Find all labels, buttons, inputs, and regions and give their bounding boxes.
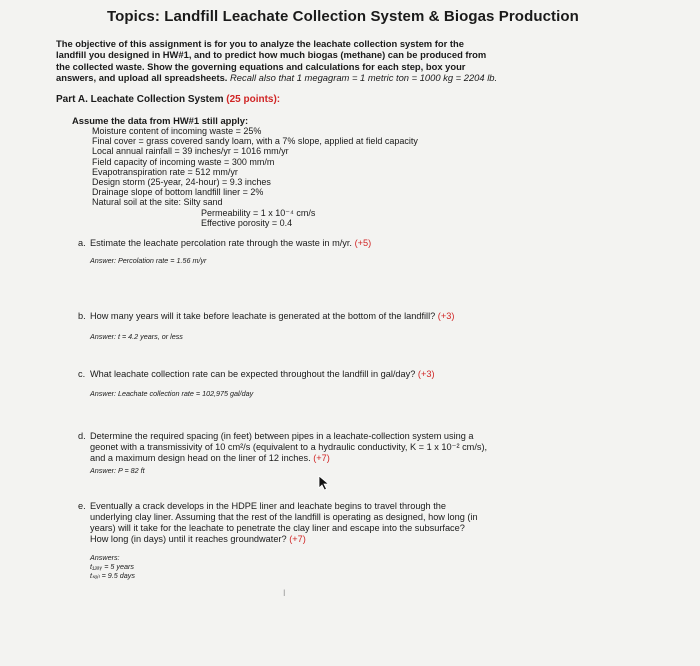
intro-line: The objective of this assignment is for you to analyze the leachate collection system for the (56, 38, 464, 49)
answer-line: Answers: (90, 553, 120, 562)
question-text: What leachate collection rate can be expected throughout the landfill in gal/day? (90, 369, 416, 379)
answer-line: tₛₒᵢₗ = 9.5 days (90, 571, 135, 580)
soil-porosity: Effective porosity = 0.4 (201, 218, 293, 228)
given-data-list (92, 126, 418, 208)
intro-line: the collected waste. Show the governing equations and calculations for each step, box your (56, 60, 466, 72)
data-item: Drainage slope of bottom landfill liner = 2% (92, 187, 264, 198)
soil-permeability: Permeability = 1 x 10⁻⁴ cm/s (201, 208, 316, 218)
question-text: How many years will it take before leachate is generated at the bottom of the landfill? (90, 311, 436, 321)
question-letter: e. (78, 501, 86, 511)
question-text: years) will it take for the leachate to penetrate the clay liner and escape into the subsurface? (90, 523, 465, 533)
question-letter: d. (78, 431, 86, 441)
data-item: Design storm (25-year, 24-hour) = 9.3 inches (92, 177, 271, 188)
page-title: Topics: Landfill Leachate Collection System & Biogas Production (107, 8, 579, 25)
mouse-cursor-icon (318, 475, 330, 491)
question-points: (+3) (417, 369, 435, 379)
recall-note: Recall also that 1 megagram = 1 metric ton = 1000 kg = 2204 lb. (230, 72, 498, 84)
question-c (78, 369, 435, 380)
question-text: Eventually a crack develops in the HDPE liner and leachate begins to travel through the (90, 501, 446, 511)
answer-a: Answer: Percolation rate = 1.56 m/yr (90, 256, 207, 265)
data-item: Local annual rainfall = 39 inches/yr = 1016 mm/yr (92, 146, 289, 157)
answer-b: Answer: t = 4.2 years, or less (90, 332, 183, 341)
part-a-heading (56, 94, 280, 105)
intro-line (56, 72, 536, 83)
part-a-points: (25 points): (226, 94, 281, 105)
question-text: underlying clay liner. Assuming that the rest of the landfill is operating as designed, how long (in (90, 512, 478, 522)
question-text: and a maximum design head on the liner of 12 inches. (90, 453, 311, 463)
question-points: (+7) (313, 453, 330, 463)
data-item: Final cover = grass covered sandy loam, with a 7% slope, applied at field capacity (92, 136, 418, 147)
intro-line-text: answers, and upload all spreadsheets. (56, 72, 228, 84)
question-letter: c. (78, 369, 86, 379)
assume-heading: Assume the data from HW#1 still apply: (72, 115, 249, 126)
answer-c: Answer: Leachate collection rate = 102,975 gal/day (90, 389, 254, 398)
data-item: Natural soil at the site: Silty sand (92, 197, 223, 208)
question-letter: a. (78, 238, 86, 248)
question-e (78, 501, 478, 545)
question-text: Estimate the leachate percolation rate through the waste in m/yr. (90, 238, 352, 248)
question-text: How long (in days) until it reaches groundwater? (90, 534, 287, 544)
question-d (78, 431, 487, 464)
question-a (78, 238, 371, 249)
question-points: (+5) (354, 238, 372, 248)
answer-e (90, 553, 135, 580)
data-item: Moisture content of incoming waste = 25% (92, 126, 262, 136)
question-letter: b. (78, 311, 86, 321)
data-item: Evapotranspiration rate = 512 mm/yr (92, 166, 238, 177)
answer-d: Answer: P = 82 ft (90, 466, 145, 475)
stray-mark: I (283, 588, 286, 598)
question-text: geonet with a transmissivity of 10 cm²/s (equivalent to a hydraulic conductivity, K = 1 x 10⁻² cm/s), (90, 442, 488, 452)
part-a-title: Part A. Leachate Collection System (56, 94, 224, 105)
question-text: Determine the required spacing (in feet) between pipes in a leachate-collection system using a (90, 431, 474, 441)
question-points: (+7) (289, 534, 306, 544)
question-b (78, 311, 454, 322)
question-points: (+3) (437, 311, 455, 321)
answer-line: t₁₂ₐᵧ = 5 years (90, 562, 134, 571)
data-item: Field capacity of incoming waste = 300 mm/m (92, 156, 275, 167)
intro-paragraph (56, 38, 536, 84)
intro-line: landfill you designed in HW#1, and to predict how much biogas (methane) can be produced from (56, 49, 487, 61)
